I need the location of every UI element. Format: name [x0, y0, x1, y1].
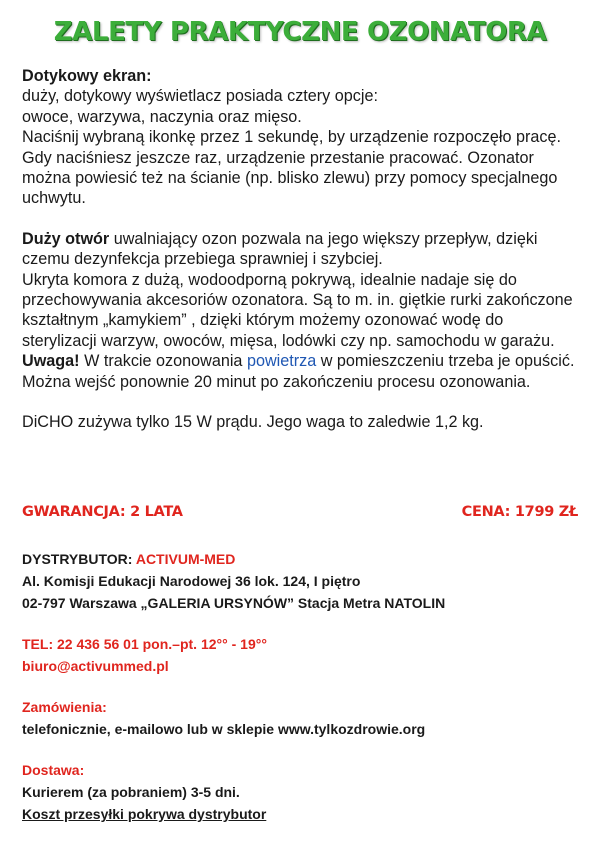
address-line-1: Al. Komisji Edukacji Narodowej 36 lok. 124, I piętro: [22, 573, 361, 589]
delivery-cost: Koszt przesyłki pokrywa dystrybutor: [22, 806, 267, 822]
chamber-paragraph: Ukryta komora z dużą, wodoodporną pokrywą, idealnie nadaje się do przechowywania akcesoriów ozonatora. Są to m. in. giętkie rurki zakończone kształtnym „kamykiem” , dzięki którym możemy ozonować wodę do sterylizacji warzyw, owoców, mięsa, lodówki czy np. samochodu w garażu.: [22, 270, 573, 350]
warning-paragraph: [22, 351, 582, 392]
hole-rest: uwalniający ozon pozwala na jego większy przepływ, dzięki czemu dezynfekcja przebiega sprawniej i szybciej.: [22, 229, 538, 269]
description-section: [22, 66, 582, 433]
guarantee-label: GWARANCJA: 2 LATA: [22, 504, 183, 520]
distributor-name: ACTIVUM-MED: [135, 551, 236, 567]
touch-line: duży, dotykowy wyświetlacz posiada cztery opcje:: [22, 87, 378, 106]
power-paragraph: DiCHO zużywa tylko 15 W prądu. Jego waga to zaledwie 1,2 kg.: [22, 413, 484, 432]
contact-section: [22, 548, 582, 825]
warning-pre: W trakcie ozonowania: [79, 352, 247, 371]
touch-heading: Dotykowy ekran:: [22, 67, 152, 85]
touch-line: owoce, warzywa, naczynia oraz mięso.: [22, 107, 302, 126]
delivery-courier: Kurierem (za pobraniem) 3-5 dni.: [22, 784, 240, 800]
warning-post: w pomieszczeniu trzeba je opuścić. Można wejść ponownie 20 minut po zakończeniu procesu ozonowania.: [22, 352, 575, 391]
price-label: CENA: 1799 ZŁ: [461, 504, 578, 520]
email-link[interactable]: biuro@activummed.pl: [22, 658, 169, 674]
delivery-heading: Dostawa:: [22, 762, 85, 778]
touch-line: Naciśnij wybraną ikonkę przez 1 sekundę, by urządzenie rozpoczęło pracę. Gdy naciśniesz jeszcze raz, urządzenie przestanie pracować. Ozonator można powiesić też na ścianie (np. blisko zlewu) przy pomocy specjalnego uchwytu.: [22, 128, 561, 208]
powietrza-link[interactable]: powietrza: [246, 352, 317, 371]
distributor-label: DYSTRYBUTOR:: [22, 551, 136, 567]
warning-bold: Uwaga!: [22, 352, 80, 371]
orders-text: telefonicznie, e-mailowo lub w sklepie www.tylkozdrowie.org: [22, 721, 426, 737]
distributor-line: [22, 548, 582, 570]
hole-bold: Duży otwór: [22, 229, 110, 248]
page-title: ZALETY PRAKTYCZNE OZONATORA: [53, 17, 547, 47]
address-line-2: 02-797 Warszawa „GALERIA URSYNÓW” Stacja Metra NATOLIN: [22, 595, 446, 611]
orders-heading: Zamówienia:: [22, 699, 107, 715]
hole-paragraph: [22, 229, 582, 270]
phone-line[interactable]: TEL: 22 436 56 01 pon.–pt. 12°° - 19°°: [22, 636, 267, 652]
guarantee-price-row: [22, 504, 578, 520]
